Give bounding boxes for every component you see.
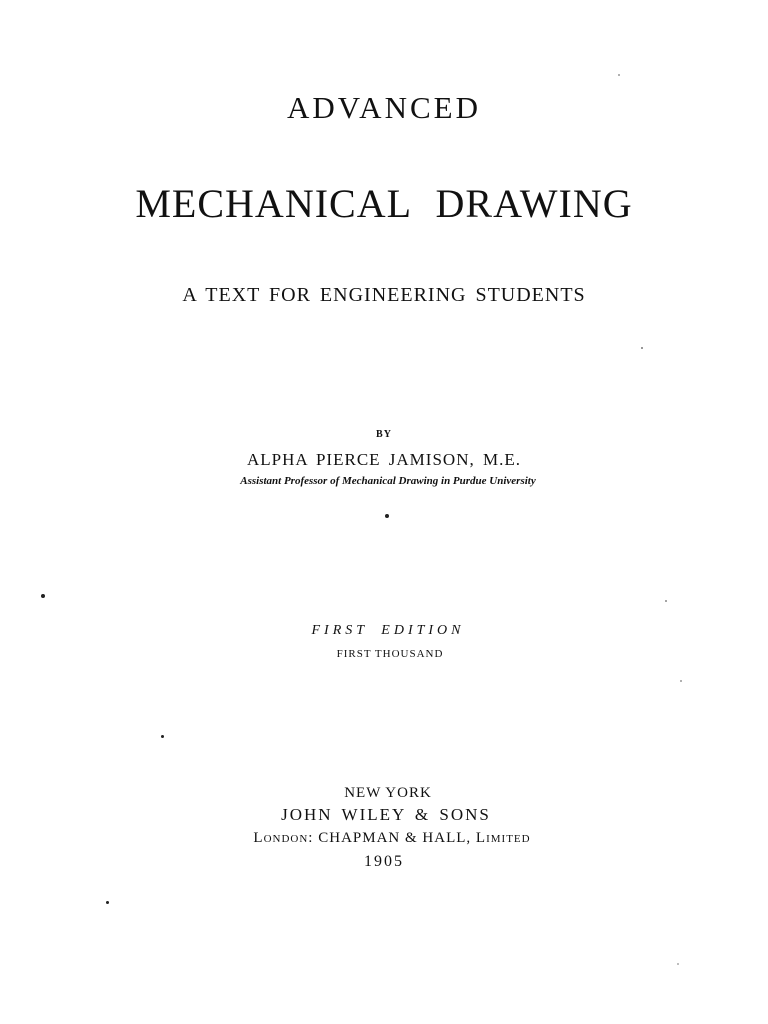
print-speck [677, 963, 679, 965]
book-title-line-2: MECHANICAL DRAWING [135, 181, 633, 226]
book-title-line-1: ADVANCED [287, 90, 481, 125]
london-label: London: [253, 830, 314, 846]
print-speck [385, 514, 389, 518]
printing-label: FIRST THOUSAND [336, 648, 444, 660]
london-publisher-line [8, 830, 768, 847]
by-label: BY [376, 429, 392, 440]
print-speck [161, 735, 164, 738]
author-affiliation: Assistant Professor of Mechanical Drawing in Purdue University [240, 475, 536, 487]
print-speck [680, 680, 682, 682]
edition-label: FIRST EDITION [311, 623, 465, 638]
print-speck [618, 74, 620, 76]
publication-year: 1905 [364, 853, 404, 870]
print-speck [641, 347, 643, 349]
publisher-name: JOHN WILEY & SONS [281, 805, 491, 824]
london-publisher: CHAPMAN & HALL, [318, 830, 472, 846]
publisher-city: NEW YORK [344, 785, 432, 801]
print-speck [106, 901, 109, 904]
author-name: ALPHA PIERCE JAMISON, M.E. [247, 450, 521, 469]
london-suffix: Limited [475, 830, 531, 846]
print-speck [41, 594, 45, 598]
book-subtitle: A TEXT FOR ENGINEERING STUDENTS [182, 284, 586, 306]
print-speck [665, 600, 667, 602]
